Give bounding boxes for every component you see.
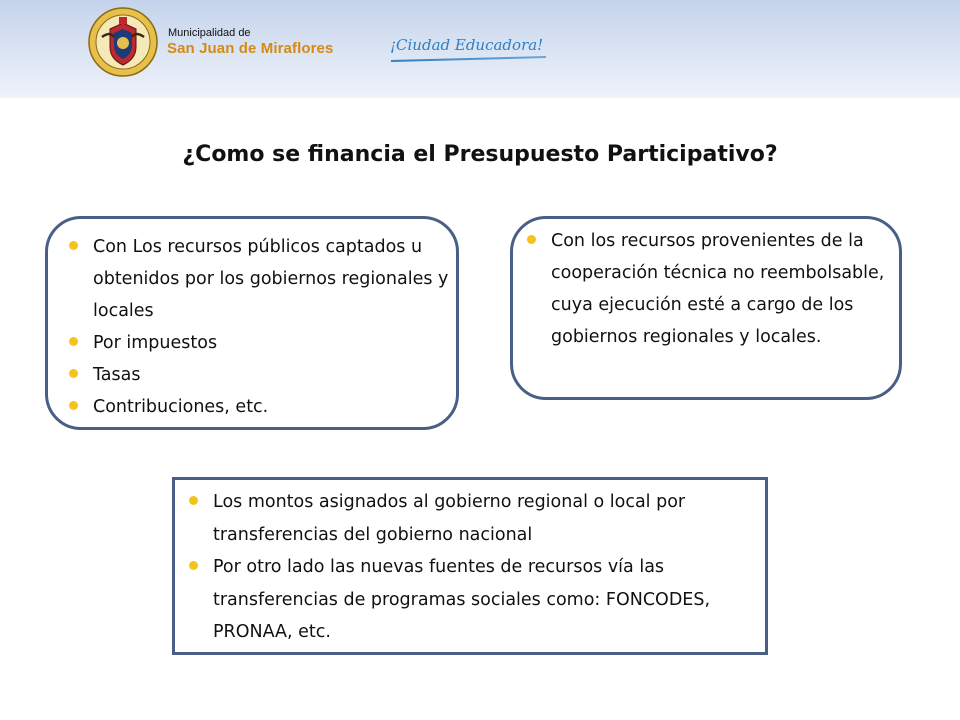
funding-sources-public-box xyxy=(45,216,459,430)
list-item: Los montos asignados al gobierno regional o local por transferencias del gobierno nacional xyxy=(179,486,765,551)
list-item: Contribuciones, etc. xyxy=(59,391,456,423)
funding-sources-cooperation-box xyxy=(510,216,902,400)
bullet-icon xyxy=(527,235,536,244)
municipality-prefix: Municipalidad de xyxy=(168,27,251,39)
header-banner xyxy=(0,0,960,98)
list-item: Con los recursos provenientes de la cooperación técnica no reembolsable, cuya ejecución esté a cargo de los gobiernos regionales y locales. xyxy=(517,225,899,353)
slogan-underline xyxy=(391,56,546,62)
bullet-icon xyxy=(189,496,198,505)
municipality-name: San Juan de Miraflores xyxy=(167,40,334,57)
list-item: Tasas xyxy=(59,359,456,391)
municipal-seal-logo xyxy=(88,7,158,77)
list-item: Por otro lado las nuevas fuentes de recursos vía las transferencias de programas sociales como: FONCODES, PRONAA, etc. xyxy=(179,551,765,649)
list-item: Por impuestos xyxy=(59,327,456,359)
bullet-icon xyxy=(69,241,78,250)
list-item: Con Los recursos públicos captados u obtenidos por los gobiernos regionales y locales xyxy=(59,231,456,327)
bullet-icon xyxy=(69,401,78,410)
bullet-icon xyxy=(69,337,78,346)
bullet-icon xyxy=(69,369,78,378)
funding-sources-transfers-box xyxy=(172,477,768,655)
bullet-icon xyxy=(189,561,198,570)
slogan: ¡Ciudad Educadora! xyxy=(390,36,544,54)
page-title: ¿Como se financia el Presupuesto Participativo? xyxy=(182,142,778,167)
